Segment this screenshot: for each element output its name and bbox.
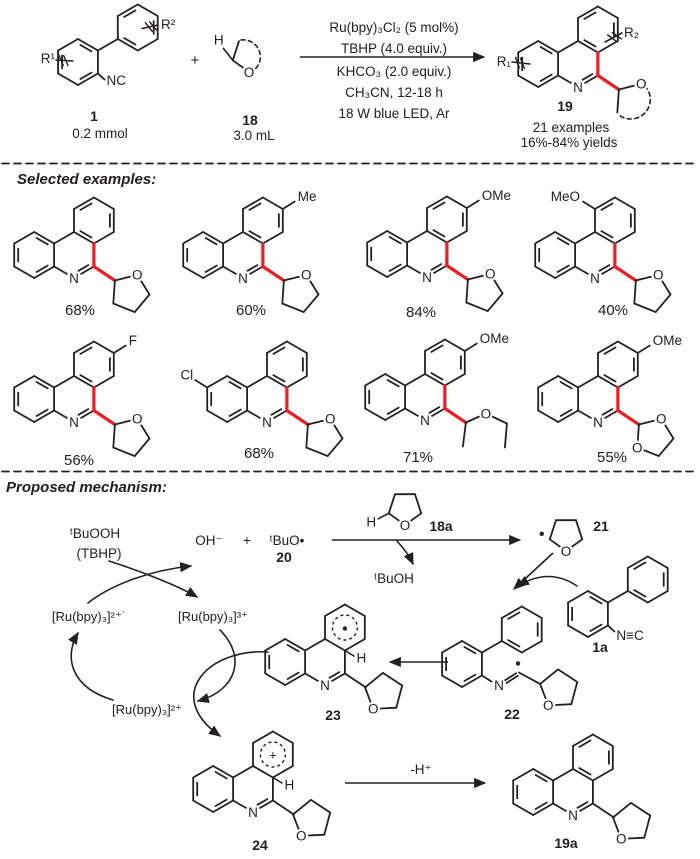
o-atom-label: O [399,517,411,533]
yield-label: 84% [405,304,437,321]
n-atom-label: N [573,79,583,95]
o-atom-label: O [656,411,667,427]
o-atom-label: O [480,406,492,422]
structure-1a [568,557,668,644]
substituent-label: OMe [652,333,683,348]
o-atom-label: O [543,698,554,714]
example-structure-8 [538,333,682,466]
compound-18a-number: 18a [429,518,453,534]
mechanism-section-title: Proposed mechanism: [6,479,167,496]
o-atom-label: O [132,267,143,283]
example-structure-4 [535,189,670,319]
yield-label: 60% [235,302,267,319]
isocyanide-label: N≡C [616,628,644,643]
substituent-label: OMe [481,188,512,203]
n-atom-label: N [69,270,79,286]
ru2-label: [Ru(bpy)₃]²⁺ [112,702,182,717]
structure-22 [442,607,577,714]
h-atom-label: H [213,32,224,48]
compound-1a-number: 1a [592,639,608,655]
n-atom-label: N [590,270,600,286]
compound-18-amount: 3.0 mL [233,128,275,143]
compound-22-number: 22 [504,706,520,722]
tbuooh-label: ᵗBuOOH [69,526,121,541]
substituent-label: Me [297,189,317,204]
mechanism-arrows [71,540,577,783]
o-atom-label: O [485,266,496,282]
n-atom-label: N [593,414,603,430]
ru-excited-label: [Ru(bpy)₃]²⁺˙ [51,609,127,624]
h-atom-label: H [284,777,295,793]
n-atom-label: N [238,270,248,286]
r1-label: R₁ [496,54,511,69]
o-atom-label: O [560,543,572,559]
plus-sign: + [190,52,200,69]
minus-h-label: -H⁺ [410,762,432,777]
substituent-label: OMe [479,331,510,346]
n-atom-label: N [494,677,504,693]
o-atom-label: O [653,267,664,283]
structure-23 [265,605,402,717]
structure-18a [366,494,421,533]
tbuoh-label: ᵗBuOH [374,571,414,586]
h-atom-label: H [366,514,377,530]
r2-label: R² [161,17,176,32]
o-atom-label: O [325,411,336,427]
n-atom-label: N [262,414,272,430]
n-atom-label: N [69,414,79,430]
conditions-line-2: TBHP (4.0 equiv.) [340,41,448,56]
o-atom-label: O [243,64,255,80]
structure-24 [193,732,330,844]
scheme-text [41,17,459,143]
o-atom-label: O [636,76,647,92]
yield-label: 40% [597,302,629,319]
r1-label: R¹ [40,51,55,66]
n-atom-label: N [568,807,578,823]
o-atom-label: O [615,831,627,847]
example-structure-1 [14,198,149,320]
structure-21 [540,520,583,559]
yield-label: 56% [63,452,95,469]
yields-range: 16%-84% yields [520,135,618,150]
compound-18-number: 18 [242,112,258,128]
example-structure-6 [180,342,342,463]
yield-label: 68% [243,445,275,462]
conditions-line-1: Ru(bpy)₃Cl₂ (5 mol%) [329,20,459,35]
compound-24-number: 24 [252,837,268,853]
substituent-label: Cl [180,367,194,383]
structure-compound-1 [56,5,158,89]
n-atom-label: N [420,412,430,428]
compound-1-amount: 0.2 mmol [72,126,128,141]
examples-section-title: Selected examples: [17,171,157,188]
n-atom-label: N [248,804,258,820]
cation-charge: + [269,747,277,763]
example-structure-3 [367,188,511,321]
compound-21-number: 21 [593,518,609,534]
plus-sign: + [243,533,251,548]
yield-label: 68% [64,302,96,319]
examples-count: 21 examples [532,120,610,135]
example-structure-5 [14,333,149,469]
hydroxide-label: OH⁻ [195,533,223,548]
o-atom-label: O [295,828,307,844]
compound-19a-number: 19a [554,835,578,851]
yield-label: 71% [402,449,434,466]
o-atom-label: O [132,411,143,427]
example-structure-7 [365,331,509,466]
isocyanide-label: NC [106,73,126,88]
n-atom-label: N [320,677,330,693]
conditions-line-5: 18 W blue LED, Ar [338,106,450,121]
tbhp-label: (TBHP) [76,546,122,561]
substituent-label: F [128,333,138,348]
substituent-label: MeO [550,189,580,204]
structure-compound-18 [214,32,260,80]
o-atom-label: O [367,701,379,717]
example-structure-2 [183,189,318,319]
compound-20-number: 20 [276,549,292,565]
yield-label: 55% [596,449,628,466]
compound-23-number: 23 [325,707,341,723]
conditions-line-3: KHCO₃ (2.0 equiv.) [336,64,452,79]
h-atom-label: H [356,650,367,666]
structure-compound-19 [512,7,650,120]
r2-label: R₂ [624,25,639,40]
tbuo-radical-label: ᵗBuO• [269,533,305,548]
ru3-label: [Ru(bpy)₃]³⁺ [178,609,248,624]
o-atom-label: O [301,267,312,283]
o-atom-label: O [632,440,643,456]
conditions-line-4: CH₃CN, 12-18 h [345,85,443,100]
n-atom-label: N [422,269,432,285]
structure-19a [513,735,650,847]
compound-1-number: 1 [90,108,98,124]
compound-19-number: 19 [557,98,573,114]
